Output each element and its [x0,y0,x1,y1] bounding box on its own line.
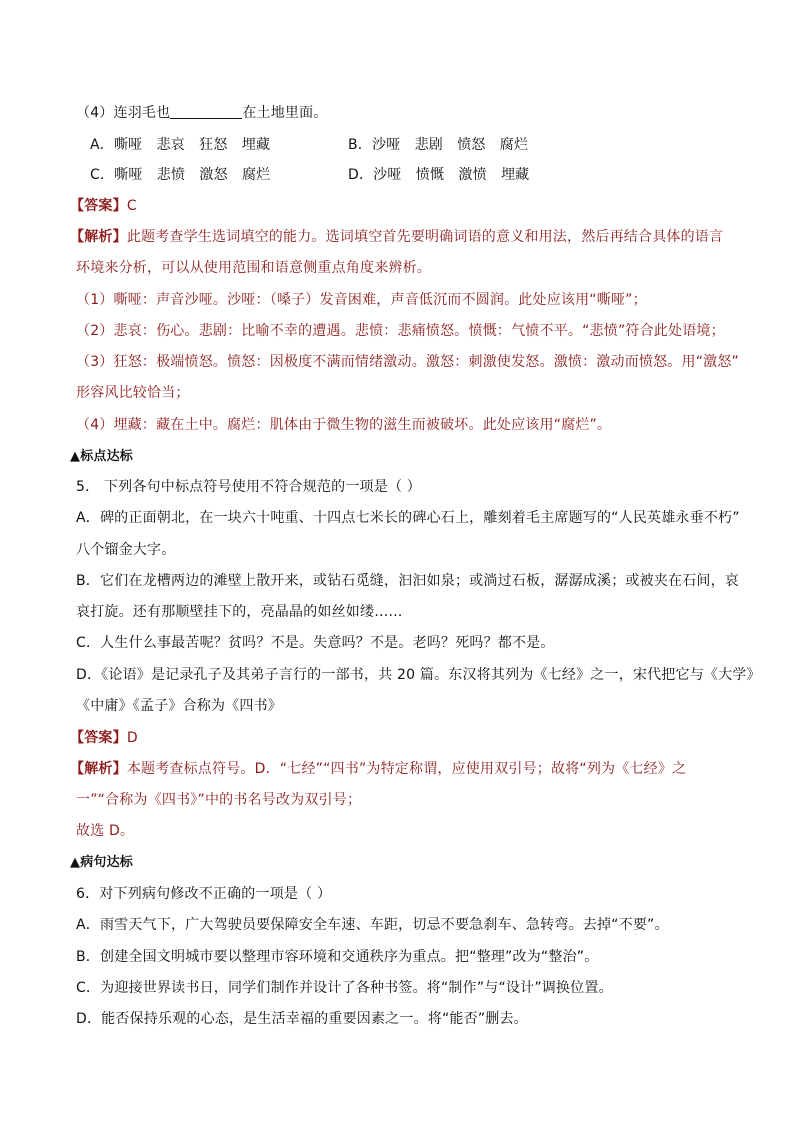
q5-option-b-line-2: 哀打旋。还有那顺壁挂下的，亮晶晶的如丝如缕…… [76,604,403,620]
answer-label: 【答案】 [70,730,127,746]
analysis-1-line-2: 环境来分析，可以从使用范围和语意侧重点角度来辨析。 [76,260,431,276]
q5-option-a-line-1: A．碑的正面朝北，在一块六十吨重、十四点七米长的碑心石上，雕刻着毛主席题写的“人民英雄永垂不朽” [76,510,740,526]
answer-value: C [126,198,137,214]
q6-stem: 6．对下列病句修改不正确的一项是（ ） [76,886,332,902]
analysis-1-line-1: 【解析】此题考查学生选词填空的能力。选词填空首先要明确词语的意义和用法，然后再结合具体的语言 [70,229,724,245]
analysis-2-line-3: 故选 D。 [76,823,135,839]
analysis-1-p1: （1）嘶哑：声音沙哑。沙哑：（嗓子）发音困难，声音低沉而不圆润。此处应该用“嘶哑”； [76,292,647,308]
q6-option-d: D．能否保持乐观的心态，是生活幸福的重要因素之一。将“能否”删去。 [76,1011,528,1027]
analysis-2-line-1: 【解析】本题考查标点符号。D．“七经”“四书”为特定称谓，应使用双引号；故将“列为《七经》之 [70,761,687,777]
answer-1 [70,197,137,215]
section-heading-sick-sentence: ▲病句达标 [70,855,133,870]
q6-option-b: B．创建全国文明城市要以整理市容环境和交通秩序为重点。把“整理”改为“整治”。 [76,949,599,965]
q5-option-d-line-2: 《中庸》《孟子》合称为《四书》 [76,698,282,714]
q5-option-c: C．人生什么事最苦呢？贫吗？不是。失意吗？不是。老吗？死吗？都不是。 [76,635,555,651]
fill-blank [170,104,242,119]
q4-option-d: D．沙哑 愤慨 激愤 埋藏 [348,167,530,183]
q4-stem-before: （4）连羽毛也 [76,105,171,121]
q5-option-d-line-1: D．《论语》是记录孔子及其弟子言行的一部书，共 20 篇。东汉将其列为《七经》之一，宋代把它与《大学》 [76,667,761,683]
analysis-2-line-2: 一”“合称为《四书》”中的书名号改为双引号； [76,792,362,808]
analysis-1-p4: （4）埋藏：藏在土中。腐烂：肌体由于微生物的滋生而被破坏。此处应该用“腐烂”。 [76,417,612,433]
analysis-1-p3a: （3）狂怒：极端愤怒。愤怒：因极度不满而情绪激动。激怒：刺激使发怒。激愤：激动而愤怒。用“激怒” [76,354,740,370]
q4-stem [76,104,328,122]
q4-option-c: C．嘶哑 悲愤 激怒 腐烂 [90,167,271,183]
analysis-1-p2: （2）悲哀：伤心。悲剧：比喻不幸的遭遇。悲愤：悲痛愤怒。愤慨：气愤不平。“悲愤”符合此处语境； [76,323,725,339]
analysis-label: 【解析】 [70,761,127,777]
q4-stem-after: 在土地里面。 [242,105,328,121]
answer-2 [70,729,138,747]
q6-option-a: A．雨雪天气下，广大驾驶员要保障安全车速、车距，切忌不要急刹车、急转弯。去掉“不要”。 [76,917,669,933]
section-heading-punctuation: ▲标点达标 [70,449,133,464]
q6-option-c: C．为迎接世界读书日，同学们制作并设计了各种书签。将“制作”与“设计”调换位置。 [76,980,613,996]
answer-value: D [126,730,138,746]
q4-option-a: A．嘶哑 悲哀 狂怒 埋藏 [90,137,271,153]
analysis-1-p3b: 形容风比较恰当； [76,385,190,401]
q5-option-a-line-2: 八个镏金大字。 [76,542,176,558]
answer-label: 【答案】 [70,198,127,214]
q4-option-b: B．沙哑 悲剧 愤怒 腐烂 [348,137,529,153]
analysis-label: 【解析】 [70,229,127,245]
q5-option-b-line-1: B．它们在龙槽两边的滩壁上散开来，或钻石觅缝，汩汩如泉；或淌过石板，潺潺成溪；或被夹在石间，哀 [76,573,740,589]
q5-stem: 5． 下列各句中标点符号使用不符合规范的一项是（ ） [76,479,422,495]
